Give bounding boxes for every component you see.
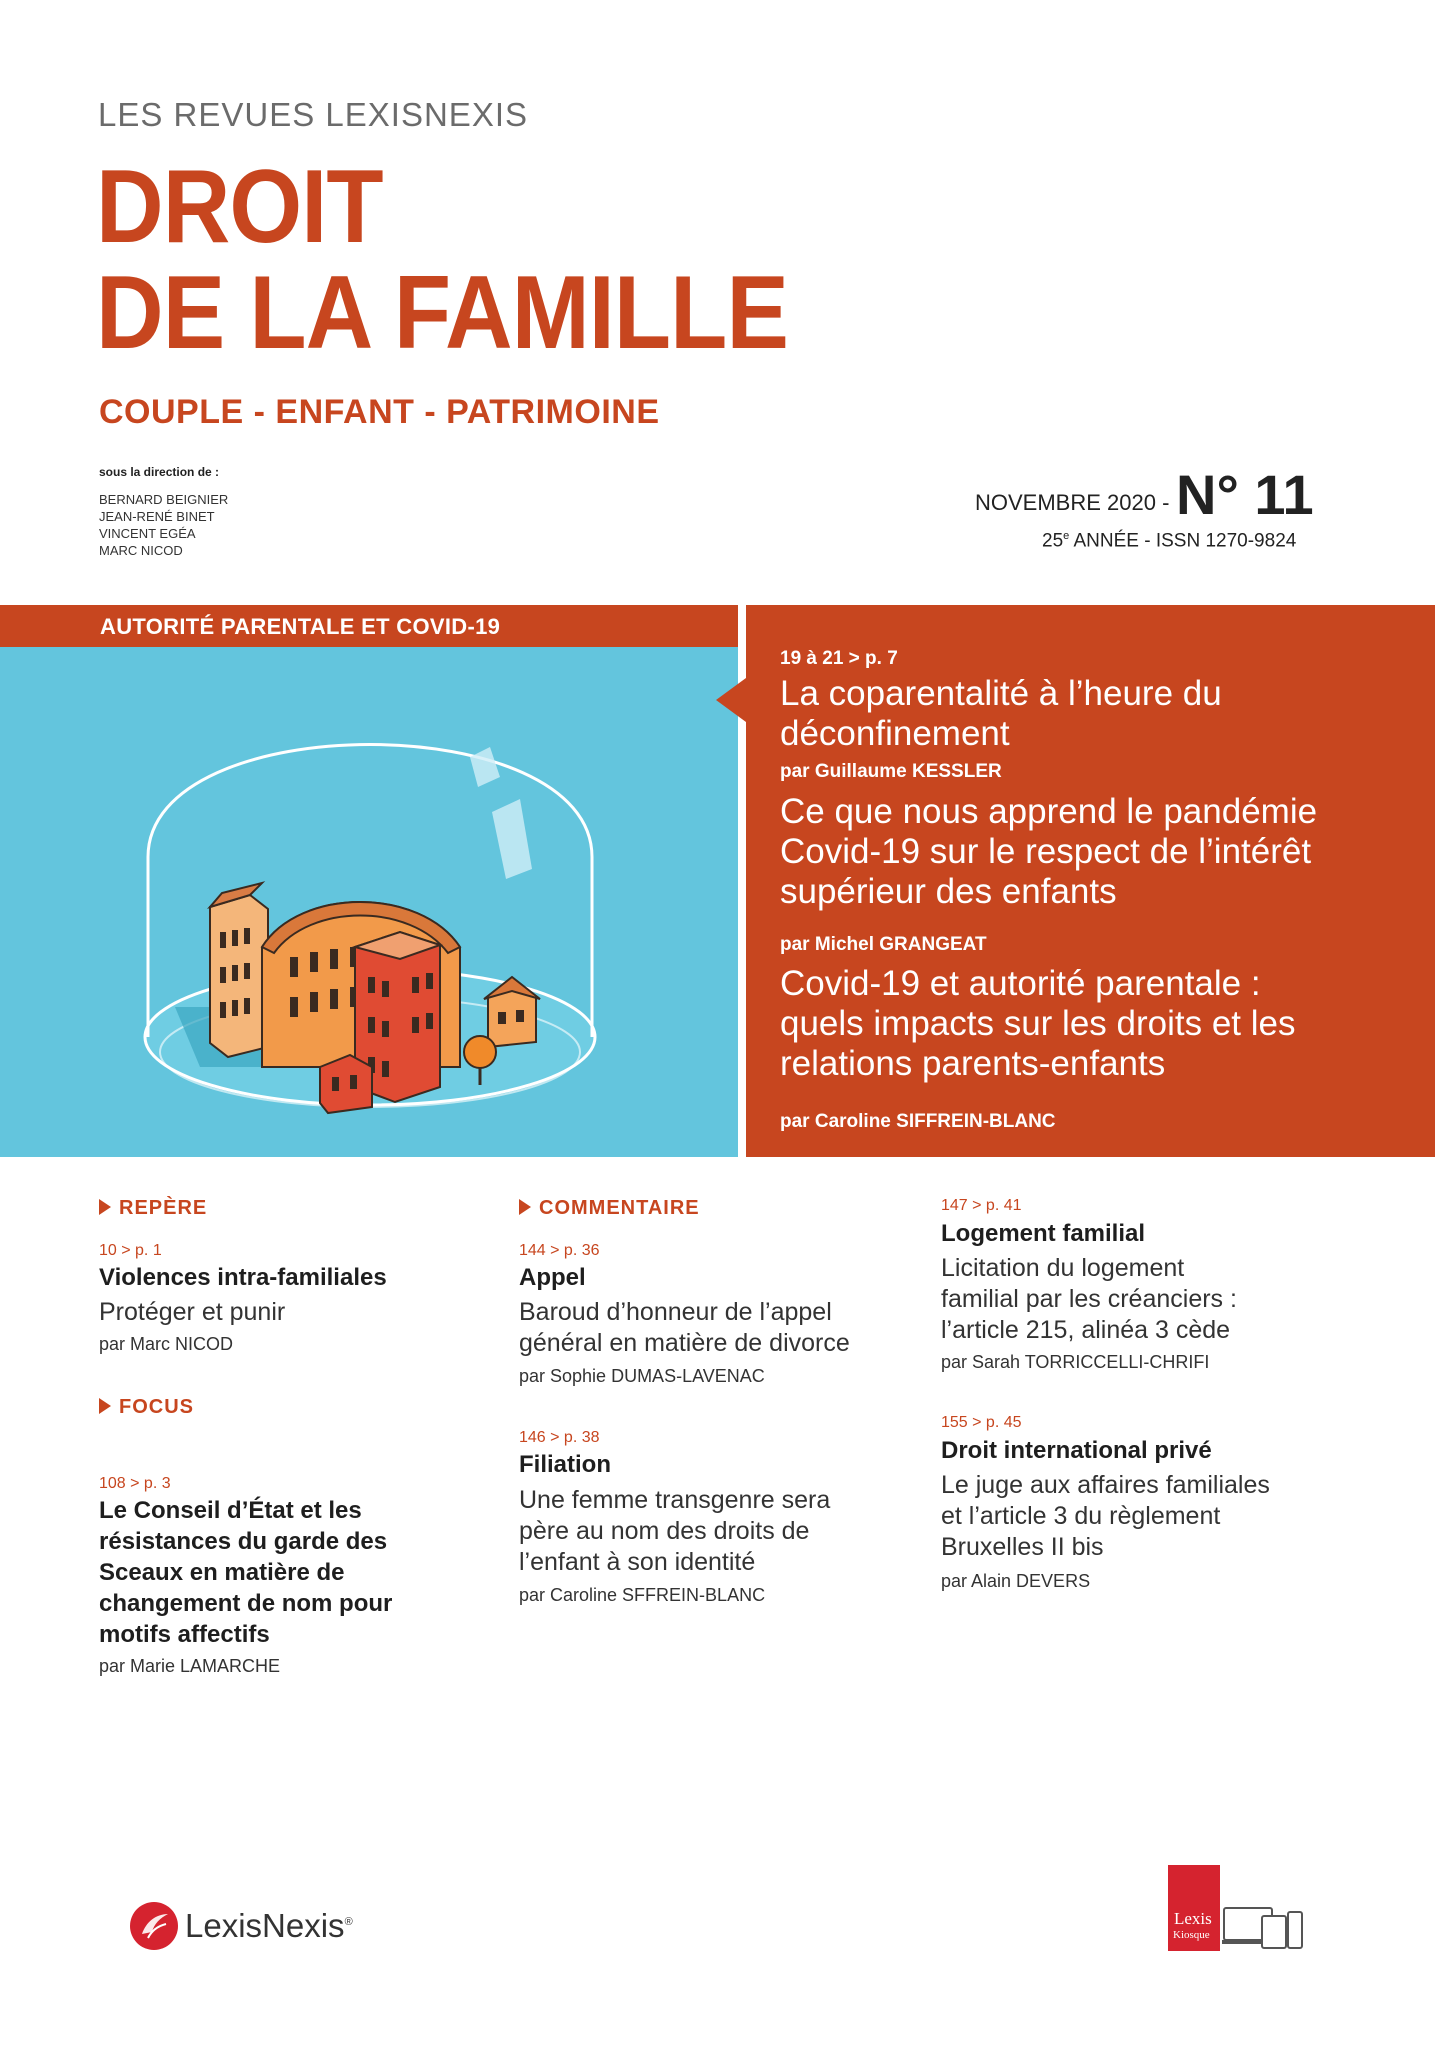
title-line: Covid-19 sur le respect de l’intérêt bbox=[780, 832, 1312, 871]
dossier-banner bbox=[0, 605, 738, 647]
article-desc bbox=[519, 1485, 830, 1578]
dossier-article-title bbox=[780, 674, 1420, 754]
article-desc bbox=[941, 1470, 1270, 1563]
article-desc: Protéger et punir bbox=[99, 1298, 286, 1326]
article-ref: 147 > p. 41 bbox=[941, 1197, 1022, 1214]
article-heading bbox=[99, 1495, 392, 1650]
desc-line: Licitation du logement bbox=[941, 1254, 1185, 1282]
year-ordinal: e bbox=[1063, 530, 1070, 542]
desc-line: Le juge aux affaires familiales bbox=[941, 1471, 1270, 1499]
issue-date: NOVEMBRE 2020 - bbox=[975, 490, 1170, 515]
article-heading: Violences intra-familiales bbox=[99, 1264, 387, 1291]
issue-number: N° 11 bbox=[1176, 463, 1314, 526]
brand-wordmark bbox=[185, 1907, 353, 1945]
article-heading: Droit international privé bbox=[941, 1437, 1212, 1464]
directors-list bbox=[99, 491, 228, 559]
heading-line: résistances du garde des bbox=[99, 1528, 388, 1555]
journal-subtitle: COUPLE - ENFANT - PATRIMOINE bbox=[99, 393, 660, 431]
article-heading: Logement familial bbox=[941, 1220, 1146, 1247]
article-desc bbox=[519, 1297, 850, 1359]
lexis-kiosque-badge bbox=[1168, 1865, 1220, 1951]
dossier-article-author: par Guillaume KESSLER bbox=[780, 761, 1002, 782]
heading-line: Sceaux en matière de bbox=[99, 1559, 345, 1586]
triangle-bullet-icon bbox=[519, 1199, 531, 1215]
cover-illustration bbox=[0, 647, 738, 1157]
section-label: COMMENTAIRE bbox=[539, 1197, 700, 1219]
article-desc bbox=[941, 1253, 1237, 1346]
heading-line: changement de nom pour bbox=[99, 1590, 393, 1617]
triangle-bullet-icon bbox=[99, 1398, 111, 1414]
year-number: 25 bbox=[1042, 530, 1064, 552]
director: BERNARD BEIGNIER bbox=[99, 492, 229, 507]
dossier-article-title bbox=[780, 792, 1420, 912]
kiosque-line1: Lexis bbox=[1174, 1909, 1212, 1928]
title-line: relations parents-enfants bbox=[780, 1044, 1166, 1083]
desc-line: et l’article 3 du règlement bbox=[941, 1502, 1221, 1530]
kiosque-line2: Kiosque bbox=[1173, 1929, 1210, 1941]
dossier-article-author: par Michel GRANGEAT bbox=[780, 934, 987, 955]
section-label: FOCUS bbox=[119, 1396, 194, 1418]
brand-name: LexisNexis bbox=[185, 1907, 345, 1944]
desc-line: l’article 215, alinéa 3 cède bbox=[941, 1316, 1231, 1344]
article-heading: Appel bbox=[519, 1264, 586, 1291]
section-focus-header bbox=[99, 1396, 194, 1419]
registered-mark: ® bbox=[344, 1916, 353, 1928]
title-line: déconfinement bbox=[780, 714, 1010, 753]
article-ref: 108 > p. 3 bbox=[99, 1475, 171, 1492]
series-name: LES REVUES LEXISNEXIS bbox=[98, 96, 529, 133]
section-label: REPÈRE bbox=[119, 1197, 208, 1219]
dossier-label: AUTORITÉ PARENTALE ET COVID-19 bbox=[100, 614, 501, 639]
article-ref: 10 > p. 1 bbox=[99, 1242, 162, 1259]
desc-line: l’enfant à son identité bbox=[519, 1548, 756, 1576]
article-ref: 146 > p. 38 bbox=[519, 1429, 600, 1446]
director: MARC NICOD bbox=[99, 543, 183, 558]
triangle-bullet-icon bbox=[99, 1199, 111, 1215]
journal-title bbox=[96, 149, 789, 371]
title-line: quels impacts sur les droits et les bbox=[780, 1004, 1296, 1043]
heading-line: Le Conseil d’État et les bbox=[99, 1497, 362, 1524]
year-rest: ANNÉE - ISSN 1270-9824 bbox=[1069, 530, 1297, 552]
devices-icon bbox=[1222, 1902, 1304, 1957]
title-line-1: DROIT bbox=[96, 149, 383, 265]
desc-line: familial par les créanciers : bbox=[941, 1285, 1237, 1313]
title-line: Ce que nous apprend le pandémie bbox=[780, 792, 1318, 831]
article-author: par Caroline SFFREIN-BLANC bbox=[519, 1585, 766, 1605]
title-line-2: DE LA FAMILLE bbox=[96, 255, 789, 371]
direction-label: sous la direction de : bbox=[99, 465, 220, 479]
heading-line: motifs affectifs bbox=[99, 1621, 270, 1648]
article-author: par Sarah TORRICCELLI-CHRIFI bbox=[941, 1352, 1210, 1372]
section-commentaire-header bbox=[519, 1197, 700, 1220]
desc-line: Bruxelles II bis bbox=[941, 1533, 1104, 1561]
title-line: supérieur des enfants bbox=[780, 872, 1117, 911]
article-author: par Alain DEVERS bbox=[941, 1571, 1091, 1591]
article-heading: Filiation bbox=[519, 1451, 611, 1478]
lexisnexis-logo-icon bbox=[128, 1900, 180, 1957]
title-line: Covid-19 et autorité parentale : bbox=[780, 964, 1261, 1003]
article-author: par Marc NICOD bbox=[99, 1334, 234, 1354]
panel-pointer bbox=[716, 678, 746, 722]
article-ref: 144 > p. 36 bbox=[519, 1242, 600, 1259]
desc-line: général en matière de divorce bbox=[519, 1329, 850, 1357]
director: JEAN-RENÉ BINET bbox=[99, 509, 215, 524]
dossier-article-author: par Caroline SIFFREIN-BLANC bbox=[780, 1111, 1056, 1132]
desc-line: Baroud d’honneur de l’appel bbox=[519, 1298, 832, 1326]
article-author: par Sophie DUMAS-LAVENAC bbox=[519, 1366, 765, 1386]
issue-year-issn bbox=[1042, 530, 1296, 552]
article-author: par Marie LAMARCHE bbox=[99, 1656, 281, 1676]
desc-line: Une femme transgenre sera bbox=[519, 1486, 831, 1514]
dossier-ref: 19 à 21 > p. 7 bbox=[780, 648, 898, 669]
city-under-glass-dome-icon bbox=[0, 647, 738, 1157]
dossier-article-title bbox=[780, 964, 1420, 1084]
desc-line: père au nom des droits de bbox=[519, 1517, 810, 1545]
title-line: La coparentalité à l’heure du bbox=[780, 674, 1222, 713]
section-repere-header bbox=[99, 1197, 207, 1220]
director: VINCENT EGÉA bbox=[99, 526, 196, 541]
article-ref: 155 > p. 45 bbox=[941, 1414, 1022, 1431]
